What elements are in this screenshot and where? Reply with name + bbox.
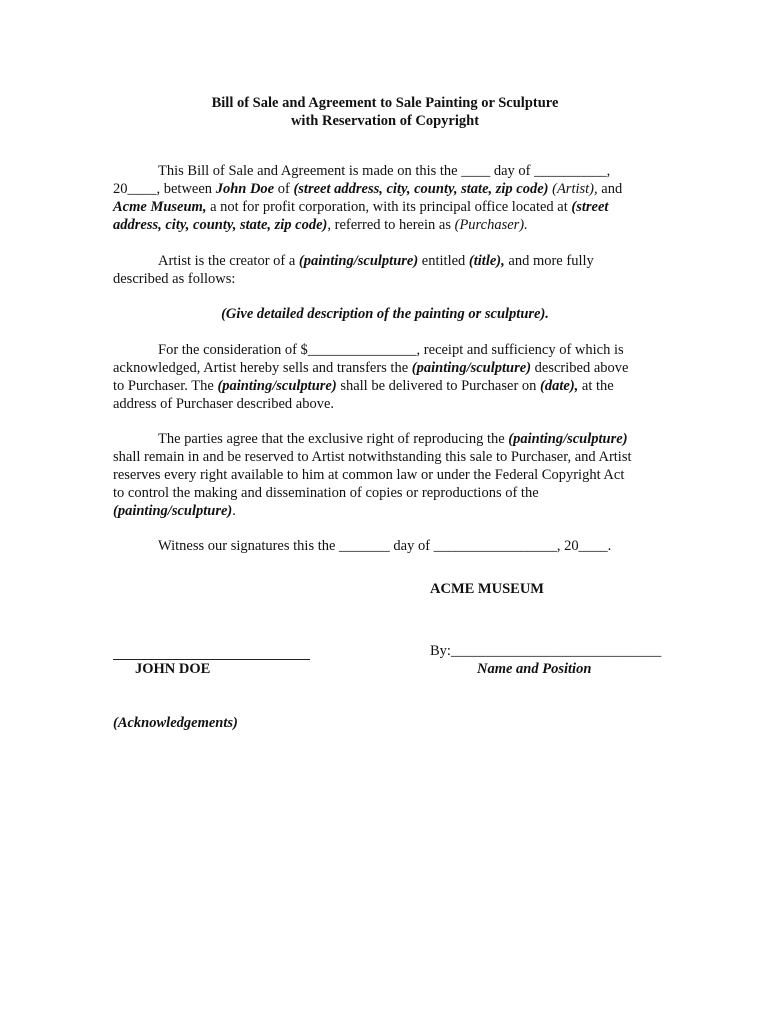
- consideration-text: described above: [531, 360, 629, 376]
- consideration-text: to Purchaser. The: [113, 378, 218, 394]
- consideration-text: acknowledged, Artist hereby sells and transfers the: [113, 360, 412, 376]
- copyright-line-5: [113, 502, 659, 520]
- copyright-line-2: shall remain in and be reserved to Artist notwithstanding this sale to Purchaser, and Artist: [113, 449, 632, 465]
- intro-line-1: [113, 162, 659, 180]
- intro-line-4: [113, 216, 659, 234]
- artist-address-placeholder: (street address, city, county, state, zip code): [293, 181, 549, 197]
- work-type-placeholder: (painting/sculpture): [113, 503, 233, 519]
- museum-by-line: By:_____________________________: [430, 643, 662, 659]
- name-and-position-label: Name and Position: [477, 661, 592, 677]
- intro-text: This Bill of Sale and Agreement is made on this the ____ day of __________,: [158, 163, 611, 179]
- witness-paragraph: [113, 537, 659, 555]
- artist-role-label: (Artist),: [552, 181, 598, 197]
- consideration-line-4: address of Purchaser described above.: [113, 396, 335, 412]
- copyright-line-1: [113, 430, 659, 448]
- artist-name-inline: John Doe: [215, 181, 275, 197]
- intro-line-3: [113, 198, 659, 216]
- consideration-line-1: For the consideration of $_______________, receipt and sufficiency of which is: [158, 342, 624, 358]
- museum-signature-name: ACME MUSEUM: [430, 581, 544, 597]
- consideration-line-2: [113, 359, 659, 377]
- consideration-text: at the: [578, 378, 614, 394]
- creator-paragraph: [113, 252, 659, 288]
- work-type-placeholder: (painting/sculpture): [298, 253, 419, 269]
- purchaser-name-inline: Acme Museum,: [113, 199, 207, 215]
- work-type-placeholder: (painting/sculpture): [508, 431, 628, 447]
- intro-text: , referred to herein as: [327, 217, 455, 233]
- artist-signature-name: JOHN DOE: [135, 661, 211, 677]
- work-title-placeholder: (title),: [468, 253, 505, 269]
- intro-paragraph: [113, 162, 659, 234]
- intro-line-2: [113, 180, 659, 198]
- consideration-text: shall be delivered to Purchaser on: [336, 378, 541, 394]
- consideration-paragraph: [113, 341, 659, 413]
- document-title-line-2: with Reservation of Copyright: [290, 113, 480, 129]
- purchaser-role-label: (Purchaser).: [454, 217, 528, 233]
- purchaser-address-placeholder: address, city, county, state, zip code): [113, 217, 328, 233]
- creator-text: and more fully: [504, 253, 594, 269]
- copyright-text: The parties agree that the exclusive right of reproducing the: [158, 431, 509, 447]
- copyright-line-4: to control the making and dissemination of copies or reproductions of the: [113, 485, 539, 501]
- intro-text: of: [274, 181, 294, 197]
- intro-text: a not for profit corporation, with its principal office located at: [206, 199, 572, 215]
- intro-text: and: [597, 181, 623, 197]
- intro-text: 20____, between: [113, 181, 216, 197]
- creator-line-1: [113, 252, 659, 270]
- document-title-line-1: Bill of Sale and Agreement to Sale Painting or Sculpture: [211, 95, 559, 111]
- work-type-placeholder: (painting/sculpture): [217, 378, 337, 394]
- copyright-paragraph: [113, 430, 659, 520]
- creator-text: Artist is the creator of a: [158, 253, 299, 269]
- witness-line: Witness our signatures this the _______ day of _________________, 20____.: [158, 538, 612, 554]
- purchaser-address-placeholder: (street: [571, 199, 609, 215]
- work-type-placeholder: (painting/sculpture): [411, 360, 532, 376]
- copyright-line-3: reserves every right available to him at common law or under the Federal Copyright Act: [113, 467, 625, 483]
- creator-text: entitled: [418, 253, 469, 269]
- creator-line-2: described as follows:: [113, 271, 236, 287]
- description-placeholder: (Give detailed description of the painting or sculpture).: [221, 306, 549, 322]
- artist-signature-line: [113, 659, 310, 660]
- delivery-date-placeholder: (date),: [540, 378, 579, 394]
- acknowledgements-label: (Acknowledgements): [113, 715, 238, 731]
- copyright-text: .: [232, 503, 236, 519]
- consideration-line-3: [113, 377, 659, 395]
